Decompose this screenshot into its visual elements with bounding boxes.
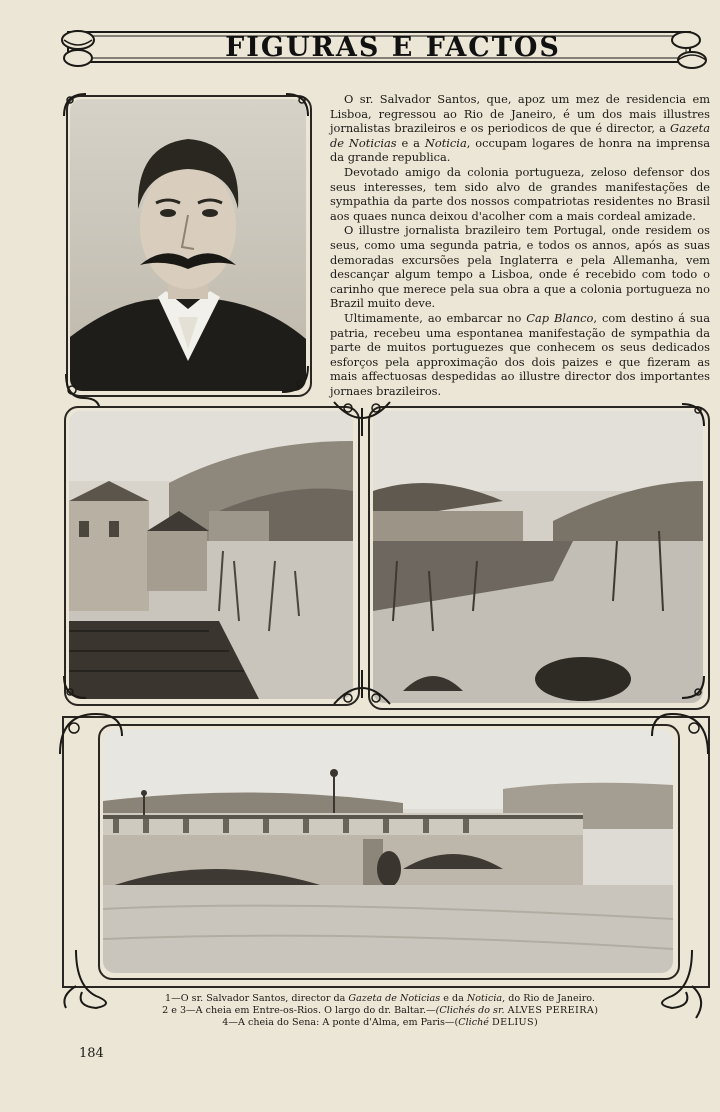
center-ornament (330, 398, 394, 438)
center-ornament (330, 668, 394, 708)
corner-ornament (60, 90, 90, 120)
corner-ornament (678, 400, 708, 430)
seine-bridge-photo (103, 729, 673, 973)
corner-ornament (56, 708, 126, 758)
page-number: 184 (79, 1046, 104, 1061)
article-paragraph: O sr. Salvador Santos, que, apoz um mez de residencia em Lisboa, regressou ao Rio de Janeiro, é um dos mais illustres jornalistas brazileiros e os periodicos de que é director, a Gazeta de Noticias e a Noticia, occupam logares de honra na imprensa da grande republica. (330, 92, 711, 165)
article-paragraph: Devotado amigo da colonia portugueza, zeloso defensor dos seus interesses, tem sido alvo de grandes manifestações de sympathia da parte dos nossos compatriotas residentes no Brasil aos quaes nunca deixou d'acolher com a mais cordeal amizade. (330, 164, 710, 223)
header-banner (58, 26, 708, 70)
flood-village-photo (69, 411, 353, 699)
corner-ornament (678, 672, 708, 702)
page-title: FIGURAS E FACTOS (225, 32, 561, 63)
article-paragraph: Ultimamente, ao embarcar no Cap Blanco, com destino á sua patria, recebeu uma espontanea manifestação de sympathia da parte de muitos portuguezes que conhecem os seus dedicados esforços pela approximação dos dois paizes e que fizeram as mais affectuosas despedidas ao illustre director dos importantes jornaes brazileiros. (330, 310, 711, 398)
corner-ornament (648, 708, 712, 758)
corner-ornament (278, 362, 312, 396)
flood-river-photo (373, 411, 703, 703)
caption-line: 1—O sr. Salvador Santos, director da Gazeta de Noticias e da Noticia, do Rio de Janeiro. (165, 993, 595, 1004)
article-paragraph: O illustre jornalista brazileiro tem Portugal, onde residem os seus, como uma segunda patria, e todos os annos, após as suas demoradas excursões pela Inglaterra e pela Allemanha, vem descançar algum tempo a Lisboa, onde é recebido com todo o carinho que merece pela sua obra a que a colonia portugueza no Brazil muito deve. (330, 223, 710, 311)
caption-line: 2 e 3—A cheia em Entre-os-Rios. O largo do dr. Baltar.—(Clichés do sr. ALVES PEREIRA) (162, 1005, 598, 1016)
article-body (330, 92, 710, 398)
corner-ornament (282, 90, 312, 120)
caption-line: 4—A cheia do Sena: A ponte d'Alma, em Paris—(Cliché DELIUS) (222, 1017, 538, 1028)
photo-captions (60, 993, 700, 1029)
corner-ornament (60, 672, 90, 702)
portrait-photo (70, 99, 306, 391)
